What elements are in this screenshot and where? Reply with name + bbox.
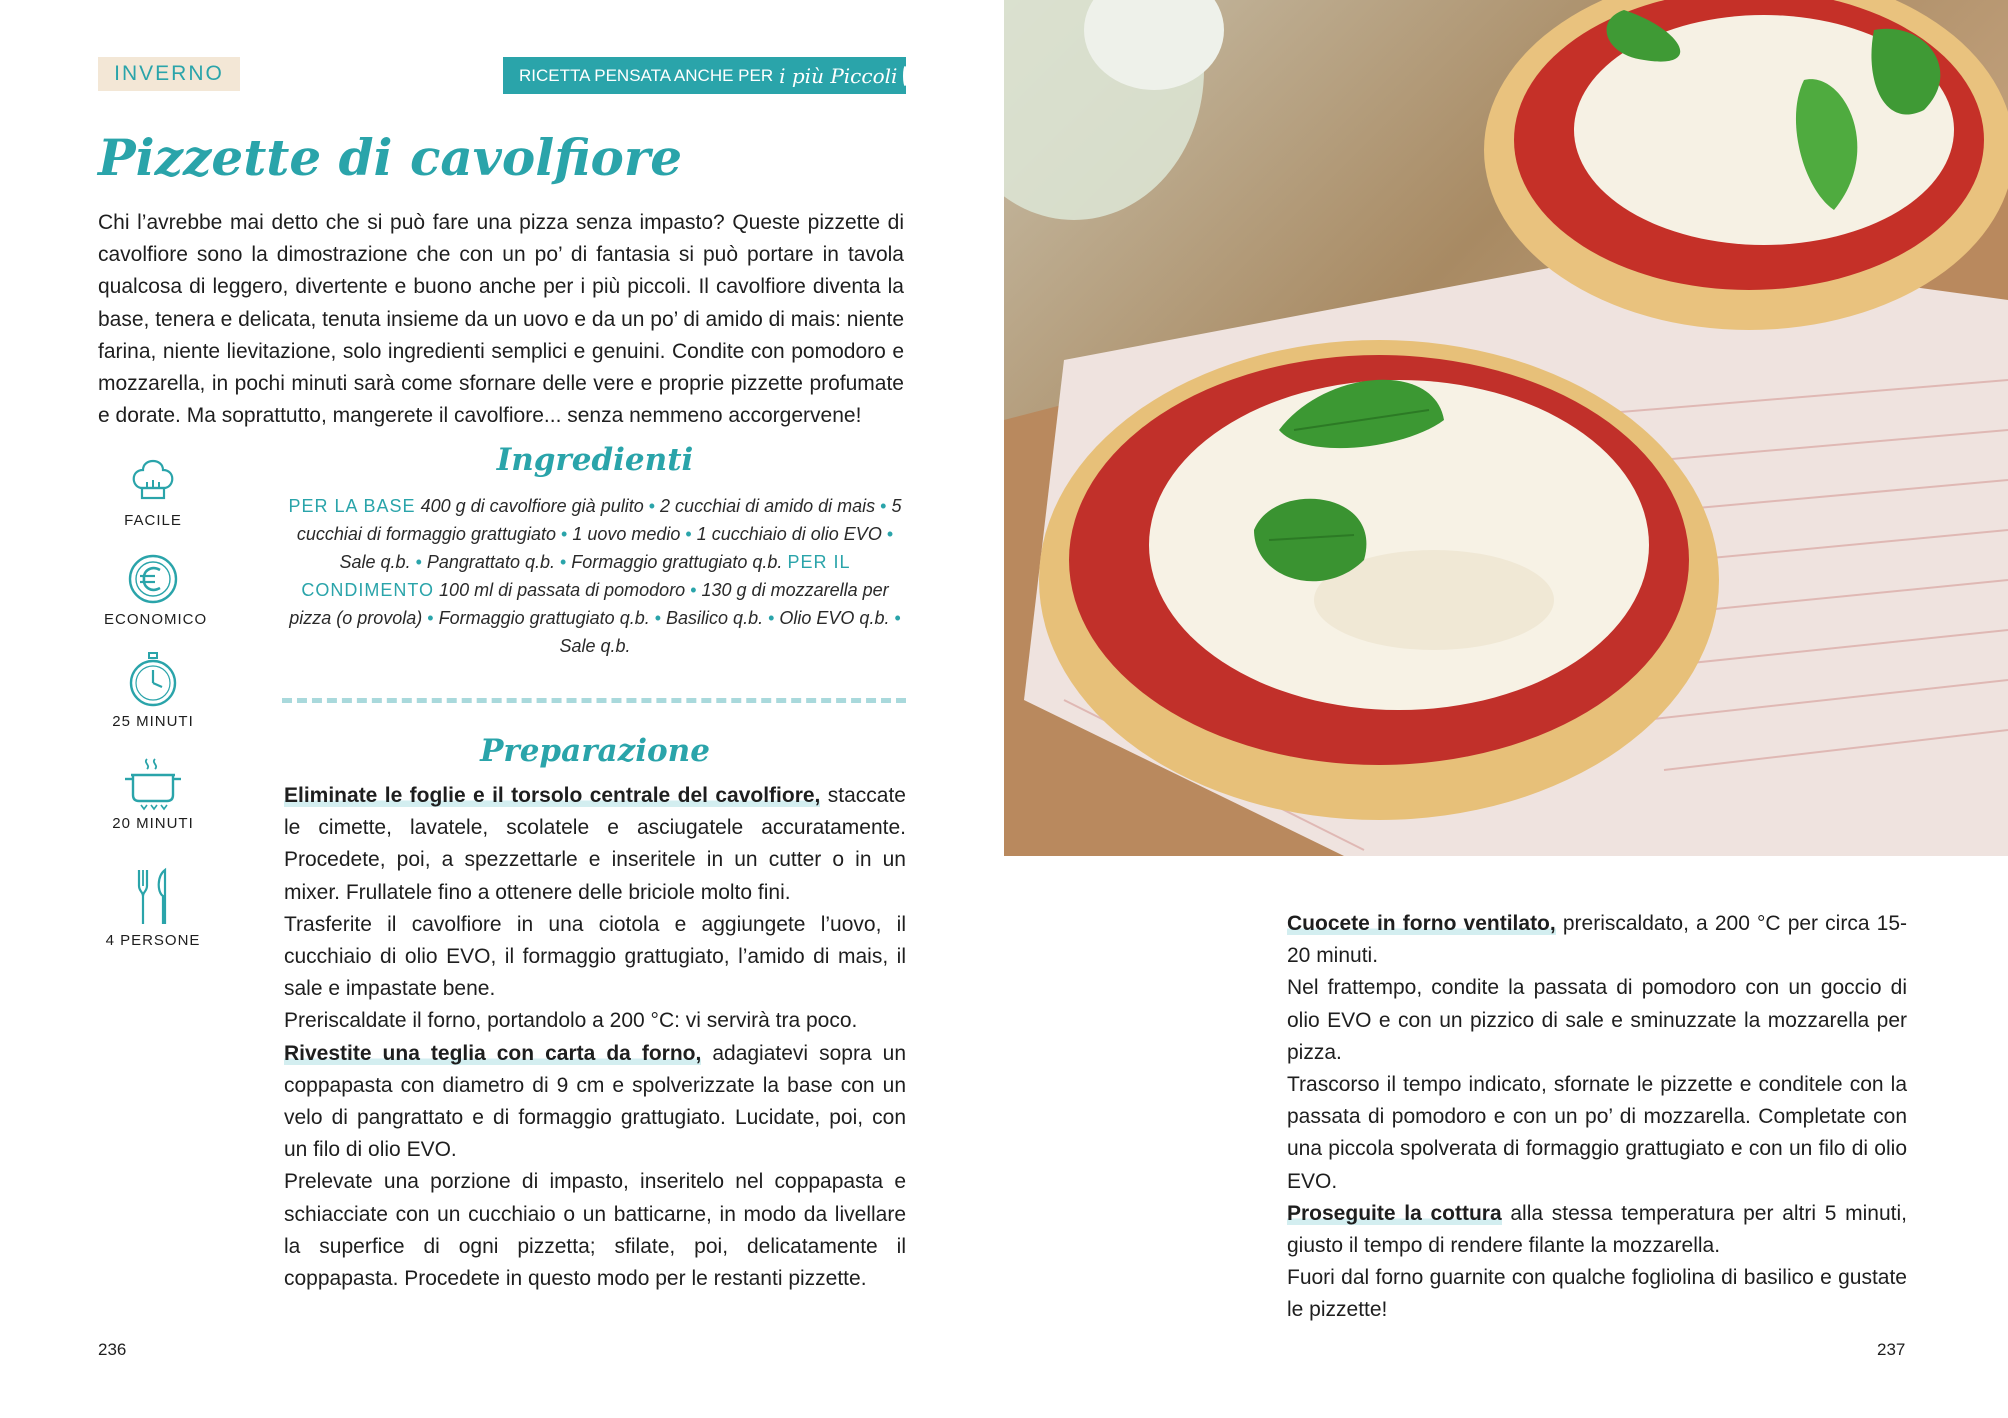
separator-dot: • [554, 552, 572, 572]
cooking-pot-icon [121, 755, 185, 811]
stopwatch-icon [125, 651, 181, 709]
cost-label: ECONOMICO [104, 611, 208, 628]
ingredient-group-label: PER IL CONDIMENTO [301, 552, 851, 600]
separator-dot: • [889, 608, 901, 628]
step-text: Fuori dal forno guarnite con qualche fogliolina di basilico e gustate le pizzette! [1287, 1266, 1907, 1322]
preparation-step [1287, 972, 1907, 1069]
separator-dot: • [685, 580, 702, 600]
page-number-right: 237 [1877, 1340, 1906, 1359]
step-highlight: Proseguite la cottura [1287, 1201, 1502, 1225]
preparation-step [1287, 908, 1907, 972]
kids-banner-prefix: RICETTA PENSATA ANCHE PER [519, 65, 774, 85]
ingredient-item: 130 g di mozzarella per pizza (o provola) [289, 580, 889, 628]
step-text: Nel frattempo, condite la passata di pomodoro con un goccio di olio EVO e con un pizzico di sale e sminuzzate la mozzarella per pizza. [1287, 976, 1907, 1064]
separator-dot: • [556, 524, 573, 544]
chef-hat-icon [123, 448, 183, 508]
preparation-step [1287, 1262, 1907, 1326]
prep-time-label: 25 MINUTI [112, 713, 194, 730]
preparation-step [1287, 1069, 1907, 1198]
step-text: Trascorso il tempo indicato, sfornate le pizzette e conditele con la passata di pomodoro e con un po’ di mozzarella. Completate con una piccola spolverata di formaggio grattugiato e con un filo di olio EVO. [1287, 1073, 1907, 1193]
separator-dot: • [763, 608, 780, 628]
season-tag: INVERNO [98, 57, 240, 91]
ingredient-group-label: PER LA BASE [288, 496, 416, 516]
ingredient-item: 2 cucchiai di amido di mais [660, 496, 876, 516]
pizzette-illustration [1004, 0, 2008, 856]
ingredient-item: 1 uovo medio [572, 524, 681, 544]
kids-recipe-banner [503, 57, 906, 94]
separator-dot: • [649, 608, 667, 628]
preparation-step [284, 1166, 906, 1295]
ingredient-item: 100 ml di passata di pomodoro [439, 580, 686, 600]
ingredient-item: 1 cucchiaio di olio EVO [696, 524, 882, 544]
cost-info [104, 551, 208, 628]
section-divider [282, 698, 906, 703]
ingredient-item: Sale q.b. [339, 552, 411, 572]
ingredient-item: Formaggio grattugiato q.b. [438, 608, 650, 628]
step-highlight: Cuocete in forno ventilato, [1287, 912, 1556, 935]
ingredient-item: Basilico q.b. [666, 608, 764, 628]
ingredient-item: Olio EVO q.b. [779, 608, 890, 628]
step-text: staccate le cimette, lavatele, scolatele e asciugatele accuratamente. Procedete, poi, a spezzettarle e inseritele in un cutter o in un mixer. Frullatele fino a ottenere delle briciole molto fini. [284, 784, 906, 904]
ingredient-item: 400 g di cavolfiore già pulito [420, 496, 644, 516]
separator-dot: • [875, 496, 892, 516]
preparation-step [284, 1038, 906, 1167]
preparation-heading: Preparazione [480, 733, 710, 769]
pizzette-photo [1004, 0, 2008, 856]
ingredients-list [284, 492, 906, 660]
separator-dot: • [422, 608, 439, 628]
euro-coin-icon [125, 551, 181, 607]
separator-dot: • [680, 524, 697, 544]
step-text: preriscaldato, a 200 °C per circa 15-20 minuti. [1287, 912, 1907, 968]
kids-banner-script: i più Piccoli [779, 63, 898, 88]
servings-label: 4 PERSONE [105, 932, 201, 949]
separator-dot: • [643, 496, 661, 516]
step-text: Trasferite il cavolfiore in una ciotola e aggiungete l’uovo, il cucchiaio di olio EVO, il formaggio grattugiato, l’amido di mais, il sale e impastate bene. [284, 912, 906, 1001]
ingredients-heading: Ingredienti [496, 442, 694, 478]
ingredient-item: Sale q.b. [559, 636, 631, 656]
step-text: adagiatevi sopra un coppapasta con diametro di 9 cm e spolverizzate la base con un velo di pangrattato e di formaggio grattugiato. Lucidate, poi, con un filo di olio EVO. [284, 1041, 906, 1162]
preparation-step [1287, 1198, 1907, 1262]
ingredient-item: 5 cucchiai di formaggio grattugiato [296, 496, 902, 544]
difficulty-info [104, 448, 202, 529]
preparation-steps-left [284, 780, 906, 1295]
recipe-title: Pizzette di cavolfiore [98, 128, 683, 187]
separator-dot: • [410, 552, 427, 572]
cook-time-label: 20 MINUTI [112, 815, 194, 832]
preparation-step [284, 909, 906, 1006]
preparation-steps-right [1287, 908, 1907, 1327]
preparation-step [284, 1005, 906, 1037]
prep-time-info [104, 651, 202, 730]
step-text: Preriscaldate il forno, portandolo a 200 °C: vi servirà tra poco. [284, 1009, 858, 1033]
ingredient-item: Pangrattato q.b. [426, 552, 555, 572]
servings-info [104, 866, 202, 949]
cook-time-info [104, 755, 202, 832]
smiley-icon [903, 66, 907, 86]
page-number-left: 236 [98, 1340, 127, 1359]
ingredient-item: Formaggio grattugiato q.b. [571, 552, 783, 572]
preparation-step [284, 780, 906, 909]
step-highlight: Eliminate le foglie e il torsolo centrale del cavolfiore, [284, 784, 821, 807]
recipe-intro: Chi l’avrebbe mai detto che si può fare una pizza senza impasto? Queste pizzette di cavolfiore sono la dimostrazione che con un po’ di fantasia si può portare in tavola qualcosa di leggero, divertente e buono anche per i più piccoli. Il cavolfiore diventa la base, tenera e delicata, tenuta insieme da un uovo e da un po’ di amido di mais: niente farina, niente lievitazione, solo ingredienti semplici e genuini. Condite con pomodoro e mozzarella, in pochi minuti sarà come sfornare delle vere e proprie pizzette profumate e dorate. Ma soprattutto, mangerete il cavolfiore... senza nemmeno accorgervene! [98, 211, 904, 428]
step-text: Prelevate una porzione di impasto, inseritelo nel coppapasta e schiacciate con un cucchiaio o un batticarne, in modo da livellare la superfice di ogni pizzetta; sfilate, poi, delicatamente il coppapasta. Procedete in questo modo per le restanti pizzette. [284, 1170, 906, 1291]
step-text: alla stessa temperatura per altri 5 minuti, giusto il tempo di rendere filante la mozzarella. [1287, 1201, 1907, 1258]
separator-dot: • [881, 524, 894, 544]
fork-knife-icon [131, 866, 175, 928]
difficulty-label: FACILE [124, 512, 182, 529]
step-highlight: Rivestite una teglia con carta da forno, [284, 1041, 702, 1065]
